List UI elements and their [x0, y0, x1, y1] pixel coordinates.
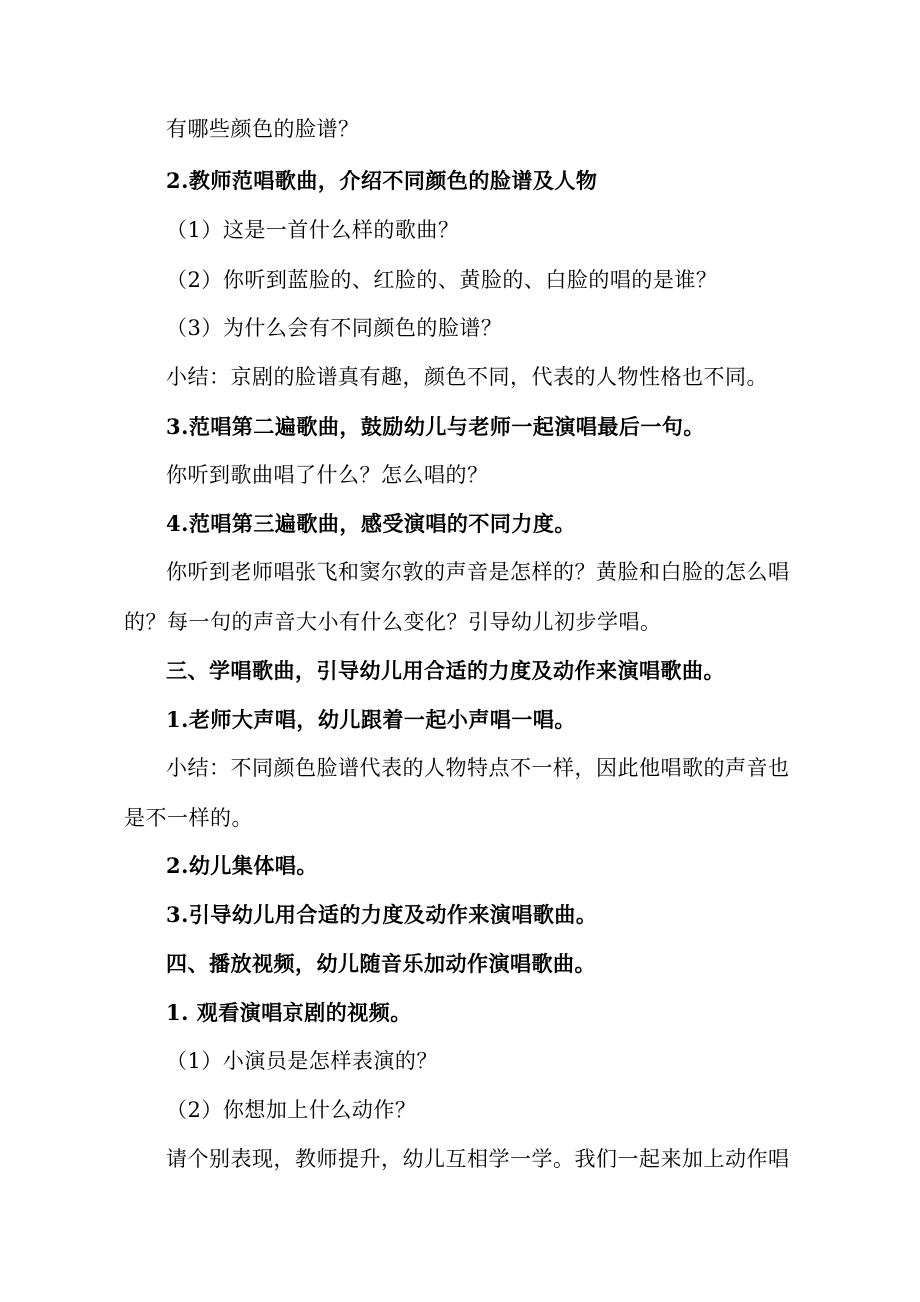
heading-sub-2: 2.幼儿集体唱。 [166, 853, 318, 878]
summary-1: 小结：京剧的脸谱真有趣，颜色不同，代表的人物性格也不同。 [166, 365, 768, 389]
text-line-colors-question: 有哪些颜色的脸谱？ [166, 117, 360, 141]
video-question-1: （1）小演员是怎样表演的？ [166, 1049, 438, 1073]
section-heading-3: 三、学唱歌曲，引导幼儿用合适的力度及动作来演唱歌曲。 [166, 658, 725, 683]
paragraph-voice-line-2: 的？每一句的声音大小有什么变化？引导幼儿初步学唱。 [124, 610, 662, 634]
heading-step-3: 3.范唱第二遍歌曲，鼓励幼儿与老师一起演唱最后一句。 [166, 414, 705, 439]
question-2: （2）你听到蓝脸的、红脸的、黄脸的、白脸的唱的是谁？ [166, 268, 718, 292]
summary-2-line-2: 是不一样的。 [124, 806, 253, 830]
paragraph-voice-line-1: 你听到老师唱张飞和窦尔敦的声音是怎样的？黄脸和白脸的怎么唱 [166, 560, 790, 584]
heading-step-4: 4.范唱第三遍歌曲，感受演唱的不同力度。 [166, 511, 576, 536]
question-1: （1）这是一首什么样的歌曲？ [166, 218, 460, 242]
heading-step-2: 2.教师范唱歌曲，介绍不同颜色的脸谱及人物 [166, 168, 598, 193]
video-question-2: （2）你想加上什么动作？ [166, 1098, 417, 1122]
heading-video-1: 1. 观看演唱京剧的视频。 [166, 1000, 412, 1025]
section-heading-4: 四、播放视频，幼儿随音乐加动作演唱歌曲。 [166, 951, 596, 976]
text-line-song-question: 你听到歌曲唱了什么？怎么唱的？ [166, 463, 489, 487]
heading-sub-3: 3.引导幼儿用合适的力度及动作来演唱歌曲。 [166, 902, 598, 927]
heading-sub-1: 1.老师大声唱，幼儿跟着一起小声唱一唱。 [166, 707, 576, 732]
summary-2-line-1: 小结：不同颜色脸谱代表的人物特点不一样，因此他唱歌的声音也 [166, 756, 790, 780]
closing-paragraph-line: 请个别表现，教师提升，幼儿互相学一学。我们一起来加上动作唱 [166, 1147, 790, 1171]
question-3: （3）为什么会有不同颜色的脸谱？ [166, 316, 503, 340]
